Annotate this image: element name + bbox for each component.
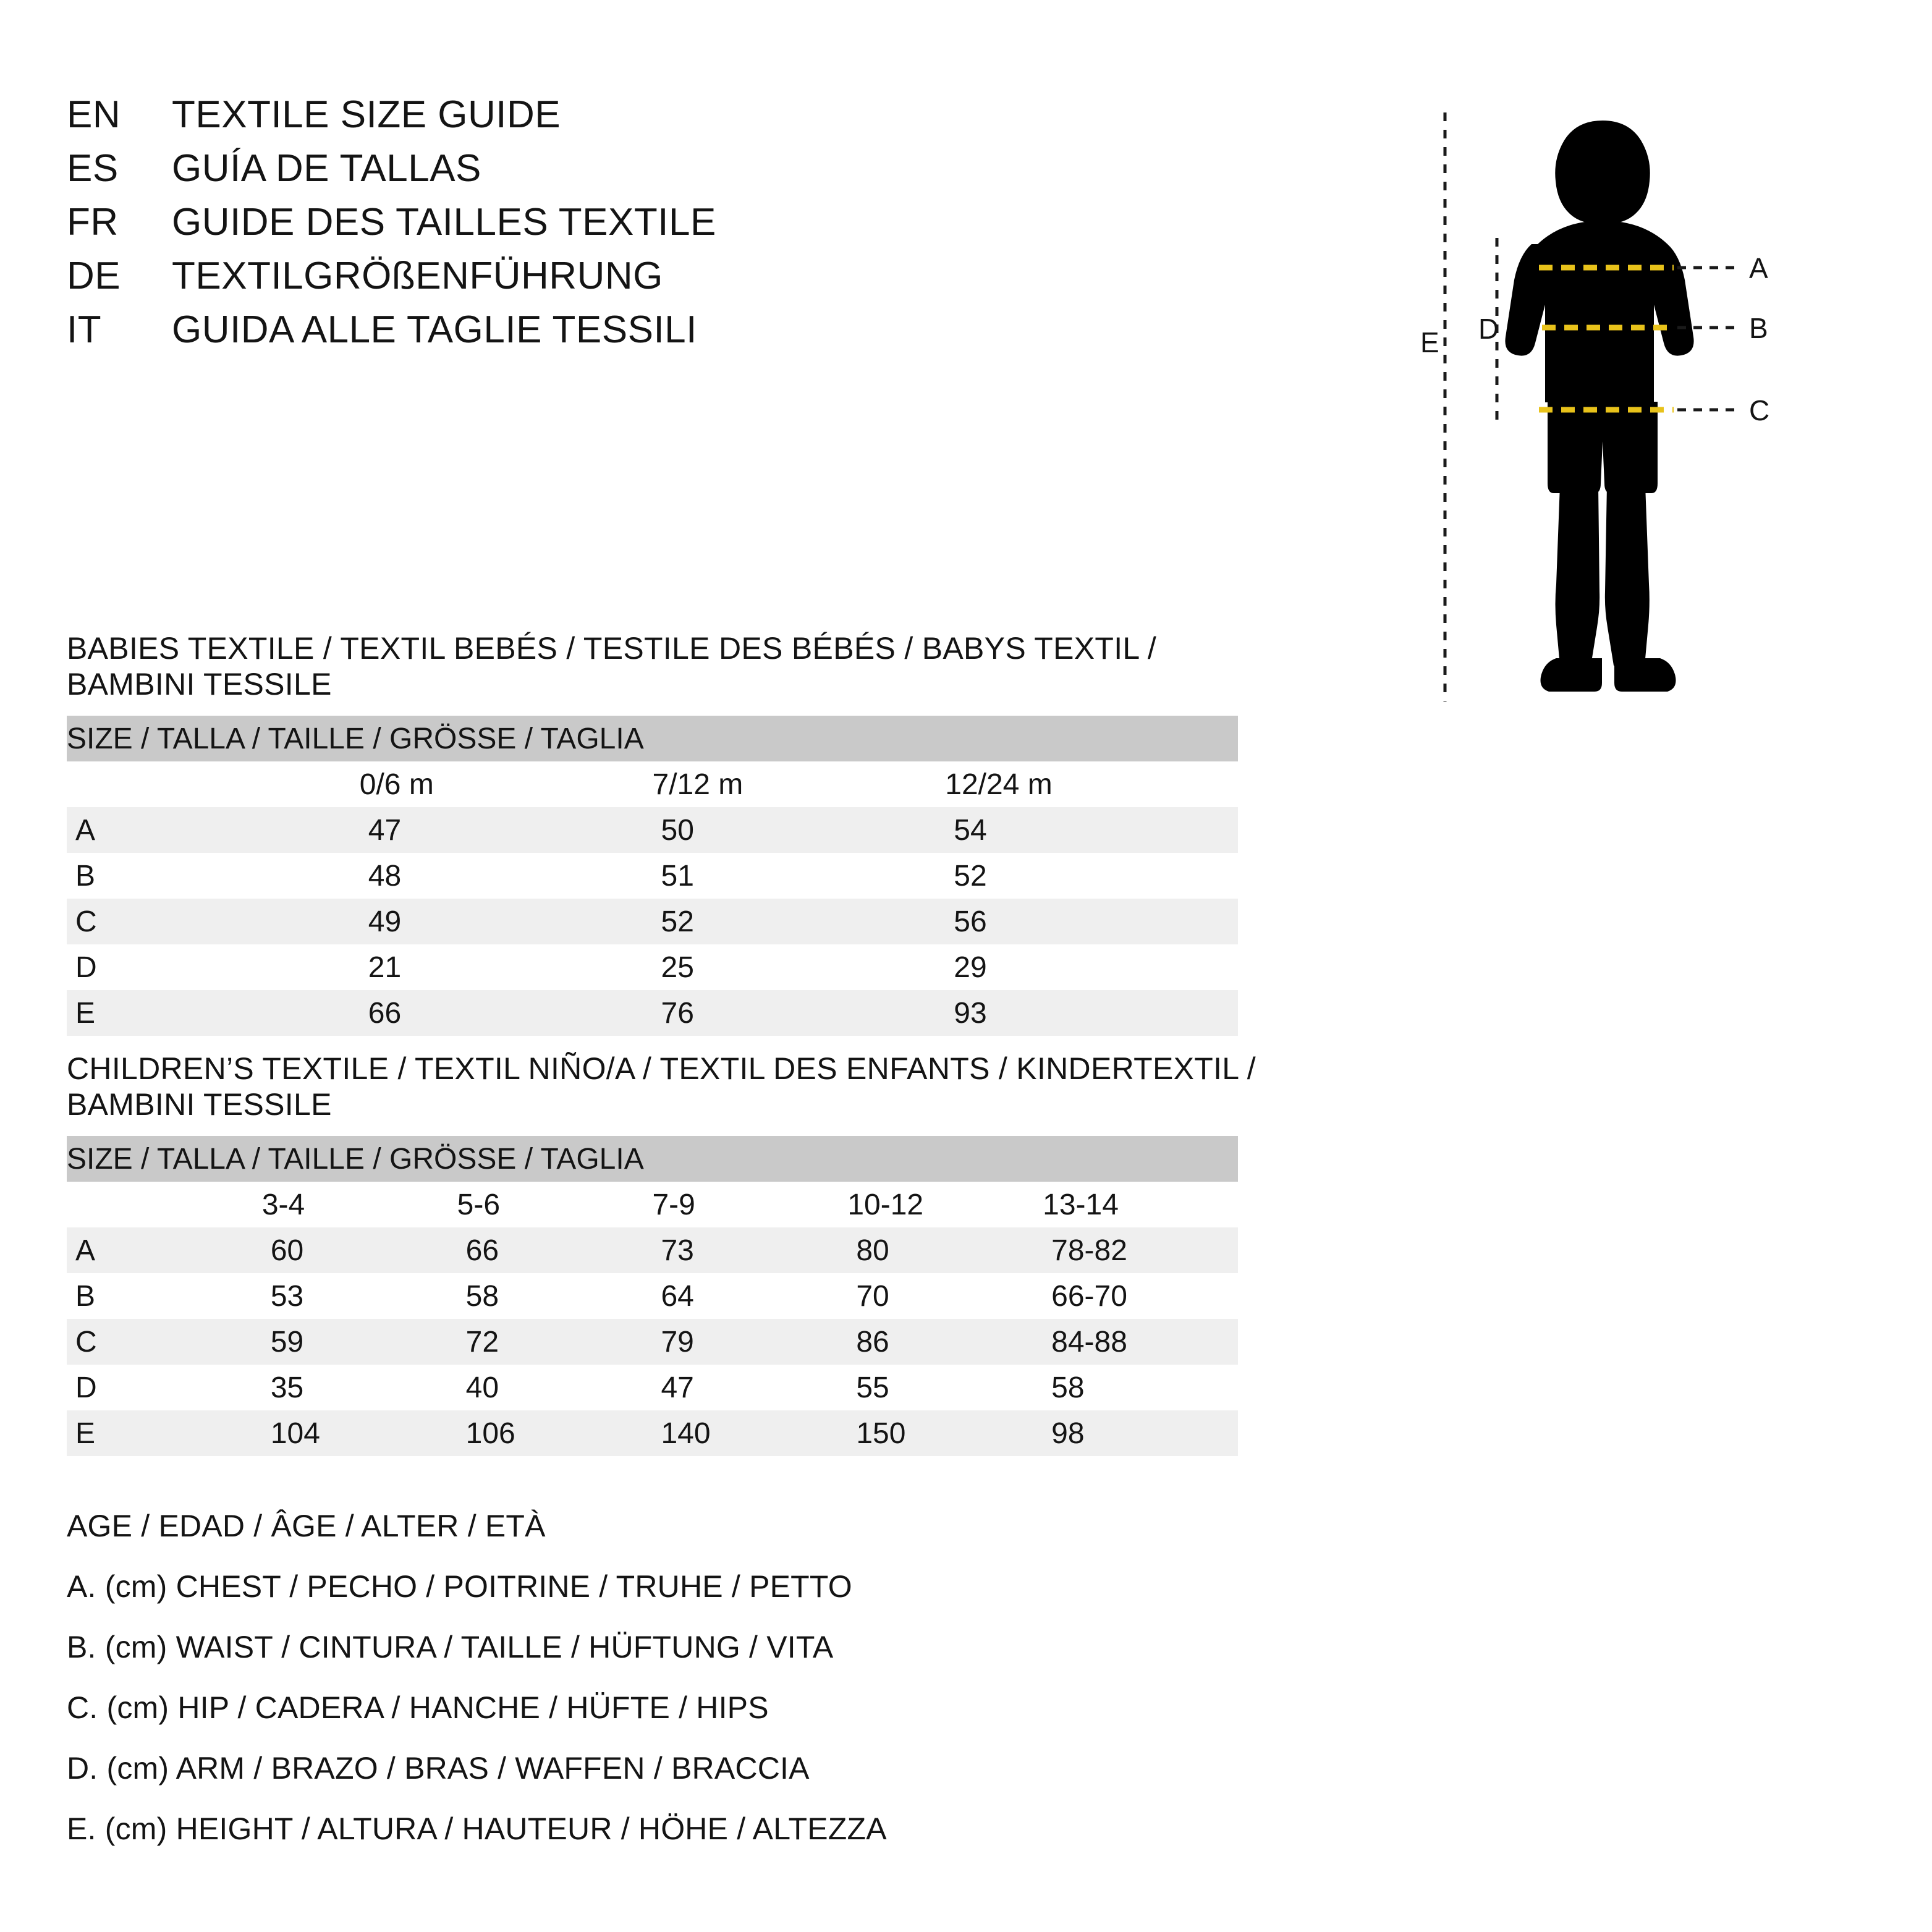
cell-value: 106 [457, 1410, 653, 1456]
cell-value: 66-70 [1043, 1273, 1238, 1319]
table-row [67, 899, 1238, 944]
cell-value: 98 [1043, 1410, 1238, 1456]
row-label: E [67, 1410, 262, 1456]
children-column-header: 10-12 [847, 1182, 1043, 1227]
children-band-label: SIZE / TALLA / TAILLE / GRÖSSE / TAGLIA [67, 1136, 1238, 1182]
children-column-header: 5-6 [457, 1182, 653, 1227]
row-label: B [67, 1273, 262, 1319]
language-row-it [67, 308, 1241, 352]
table-row [67, 1365, 1238, 1410]
legend-line-age: AGE / EDAD / ÂGE / ALTER / ETÀ [67, 1509, 546, 1543]
language-title: GUÍA DE TALLAS [172, 147, 481, 190]
cell-value: 93 [945, 990, 1238, 1036]
cell-value: 56 [945, 899, 1238, 944]
children-column-header: 7-9 [652, 1182, 847, 1227]
row-label: A [67, 1227, 262, 1273]
table-column-header-row [67, 761, 1238, 807]
cell-value: 49 [360, 899, 653, 944]
language-row-en [67, 93, 1241, 137]
legend-line-b: B. (cm) WAIST / CINTURA / TAILLE / HÜFTUNG / VITA [67, 1630, 834, 1664]
cell-value: 47 [652, 1365, 847, 1410]
row-label: A [67, 807, 360, 853]
corner-cell [67, 1182, 262, 1227]
cell-value: 104 [262, 1410, 457, 1456]
language-code: DE [67, 255, 121, 297]
language-title-block [67, 93, 1241, 362]
language-row-de [67, 254, 1241, 298]
legend-line-e: E. (cm) HEIGHT / ALTURA / HAUTEUR / HÖHE / ALTEZZA [67, 1811, 887, 1846]
children-section-title: CHILDREN’S TEXTILE / TEXTIL NIÑO/A / TEXTIL DES ENFANTS / KINDERTEXTIL / BAMBINI TESSILE [67, 1051, 1256, 1122]
row-label: D [67, 944, 360, 990]
cell-value: 52 [945, 853, 1238, 899]
table-row [67, 853, 1238, 899]
row-label: D [67, 1365, 262, 1410]
language-title: GUIDE DES TAILLES TEXTILE [172, 201, 716, 244]
cell-value: 40 [457, 1365, 653, 1410]
cell-value: 66 [360, 990, 653, 1036]
cell-value: 80 [847, 1227, 1043, 1273]
language-row-fr [67, 200, 1241, 244]
cell-value: 84-88 [1043, 1319, 1238, 1365]
children-size-table [67, 1136, 1238, 1456]
cell-value: 58 [1043, 1365, 1238, 1410]
table-row [67, 1319, 1238, 1365]
cell-value: 86 [847, 1319, 1043, 1365]
babies-column-header: 0/6 m [360, 761, 653, 807]
table-header-band [67, 716, 1238, 761]
babies-section-title: BABIES TEXTILE / TEXTIL BEBÉS / TESTILE DES BÉBÉS / BABYS TEXTIL / BAMBINI TESSILE [67, 631, 1157, 701]
cell-value: 70 [847, 1273, 1043, 1319]
cell-value: 76 [653, 990, 946, 1036]
cell-value: 140 [652, 1410, 847, 1456]
row-label: C [67, 1319, 262, 1365]
legend-line-a: A. (cm) CHEST / PECHO / POITRINE / TRUHE / PETTO [67, 1569, 852, 1604]
row-label: E [67, 990, 360, 1036]
label-c: C [1749, 394, 1770, 426]
table-row [67, 944, 1238, 990]
language-code: IT [67, 308, 102, 351]
table-row [67, 990, 1238, 1036]
legend-line-d: D. (cm) ARM / BRAZO / BRAS / WAFFEN / BRACCIA [67, 1751, 810, 1786]
cell-value: 25 [653, 944, 946, 990]
corner-cell [67, 761, 360, 807]
measurement-legend [67, 1508, 1303, 1871]
cell-value: 66 [457, 1227, 653, 1273]
language-title: TEXTILE SIZE GUIDE [172, 93, 561, 136]
table-row [67, 1273, 1238, 1319]
babies-size-section [67, 630, 1278, 1036]
label-d: D [1478, 313, 1499, 345]
cell-value: 73 [652, 1227, 847, 1273]
legend-line-c: C. (cm) HIP / CADERA / HANCHE / HÜFTE / HIPS [67, 1690, 769, 1725]
cell-value: 78-82 [1043, 1227, 1238, 1273]
cell-value: 29 [945, 944, 1238, 990]
cell-value: 60 [262, 1227, 457, 1273]
cell-value: 72 [457, 1319, 653, 1365]
babies-band-label: SIZE / TALLA / TAILLE / GRÖSSE / TAGLIA [67, 716, 1238, 761]
table-row [67, 807, 1238, 853]
children-column-header: 3-4 [262, 1182, 457, 1227]
row-label: B [67, 853, 360, 899]
measurement-diagram [1415, 80, 1866, 773]
child-silhouette-icon [1505, 121, 1693, 692]
label-a: A [1749, 252, 1768, 284]
cell-value: 55 [847, 1365, 1043, 1410]
cell-value: 51 [653, 853, 946, 899]
table-header-band [67, 1136, 1238, 1182]
label-b: B [1749, 312, 1768, 344]
cell-value: 21 [360, 944, 653, 990]
language-row-es [67, 146, 1241, 190]
language-code: EN [67, 93, 121, 136]
cell-value: 150 [847, 1410, 1043, 1456]
cell-value: 52 [653, 899, 946, 944]
language-code: FR [67, 201, 119, 244]
row-label: C [67, 899, 360, 944]
babies-size-table [67, 716, 1238, 1036]
children-size-section [67, 1051, 1278, 1456]
cell-value: 48 [360, 853, 653, 899]
table-row [67, 1410, 1238, 1456]
language-title: TEXTILGRÖßENFÜHRUNG [172, 255, 663, 297]
children-column-header: 13-14 [1043, 1182, 1238, 1227]
table-column-header-row [67, 1182, 1238, 1227]
cell-value: 59 [262, 1319, 457, 1365]
cell-value: 53 [262, 1273, 457, 1319]
language-code: ES [67, 147, 119, 190]
cell-value: 50 [653, 807, 946, 853]
label-e: E [1420, 326, 1439, 358]
cell-value: 54 [945, 807, 1238, 853]
cell-value: 58 [457, 1273, 653, 1319]
babies-column-header: 12/24 m [945, 761, 1238, 807]
cell-value: 47 [360, 807, 653, 853]
cell-value: 64 [652, 1273, 847, 1319]
language-title: GUIDA ALLE TAGLIE TESSILI [172, 308, 697, 351]
babies-column-header: 7/12 m [653, 761, 946, 807]
cell-value: 35 [262, 1365, 457, 1410]
cell-value: 79 [652, 1319, 847, 1365]
table-row [67, 1227, 1238, 1273]
